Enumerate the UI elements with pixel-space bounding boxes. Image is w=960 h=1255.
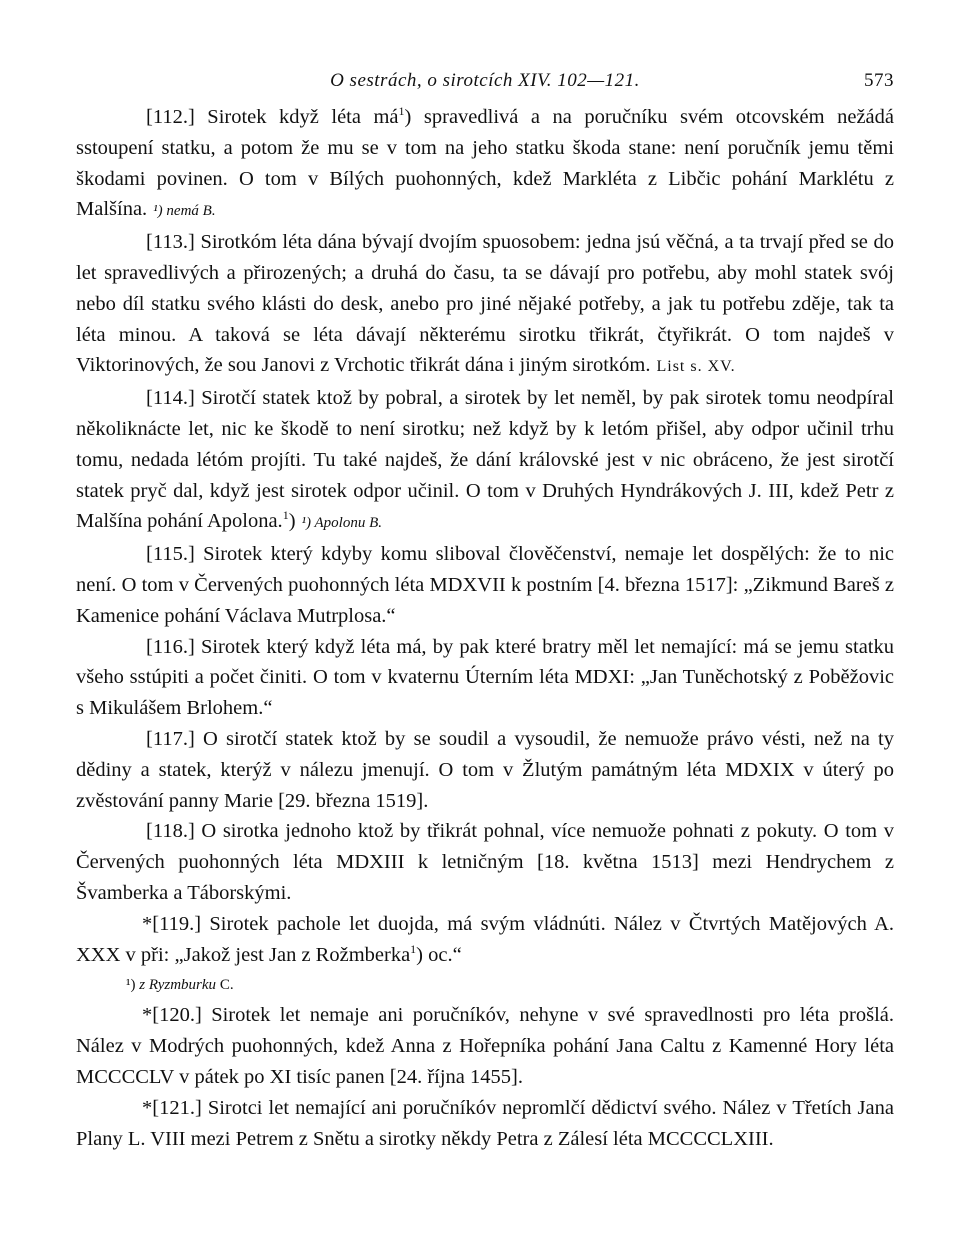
paragraph-number: [116.] xyxy=(146,635,195,658)
variant-note: ¹) Apolonu B. xyxy=(301,515,382,532)
paragraph-text: ) xyxy=(288,510,296,533)
paragraph-120 xyxy=(76,1000,894,1092)
paragraph-text: Sirotek který kdyby komu sliboval člověčenství, nemaje let dospělých: že to nic není. O tom v Červených puohonných léta MDXVII k postním [4. března 1517]: „Zikmund Bareš z Kamenice pohání Václava Mutrplosa.“ xyxy=(76,543,894,627)
paragraph-text: Sirotek let nemaje ani poručníkóv, nehyne v své spravedlnosti pro léta prošlá. Nález v Modrých puohonných, kdež Anna z Hořepníka pohání Jana Caltu z Kamenné Hory léta MCCCCLV v pátek po XI tisíc panen [24. října 1455]. xyxy=(76,1004,894,1088)
page-header xyxy=(76,62,894,102)
paragraph-number: [118.] xyxy=(146,820,195,843)
paragraph-number: [112.] xyxy=(146,106,195,128)
body-text xyxy=(76,102,894,1154)
paragraph-number: *[119.] xyxy=(142,912,202,935)
paragraph-114 xyxy=(76,383,894,539)
running-head: O sestrách, o sirotcích XIV. 102—121. xyxy=(330,70,640,91)
paragraph-number: [115.] xyxy=(146,543,195,566)
footnote-ref: 1 xyxy=(282,508,289,523)
paragraph-117 xyxy=(76,724,894,816)
footnote-ref: 1 xyxy=(410,941,417,956)
paragraph-text: O sirotka jednoho ktož by třikrát pohnal, více nemuože pohnati z pokuty. O tom v Červených puohonných léta MDXIII k letničným [18. května 1513] mezi Hendrychem z Švamberka a Táborskými. xyxy=(76,820,894,904)
paragraph-115 xyxy=(76,539,894,631)
paragraph-text: Sirotek který když léta má, by pak které bratry měl let nemající: má se jemu statku všeho sstúpiti a počet činiti. O tom v kvaternu Úterním léta MDXI: „Jan Tuněchotský z Poběžovic s Mikulášem Brlohem.“ xyxy=(76,635,894,720)
variant-note: ¹) nemá B. xyxy=(153,203,216,220)
document-page xyxy=(76,62,894,1154)
footnote-ref: 1 xyxy=(398,104,405,119)
footnote-mark: ¹) xyxy=(126,977,136,994)
paragraph-number: *[120.] xyxy=(142,1004,202,1027)
paragraph-text: Sirotek když léta má xyxy=(194,106,399,128)
paragraph-text: Sirotkóm léta dána bývají dvojím spuosobem: jedna jsú věčná, a ta trvají před se do let spravedlivých a přirozených; a druhá do času, ta se dávají pro potřebu, aby mohl statek svój nebo díl statku svého klásti do desk, anebo pro jiné nějaké potřeby, a jak tu potřebu zděje, tak ta léta minou. A taková se léta dávají některému sirotku třikrát, čtyřikrát. O tom najdeš v Viktorinových, že sou Janovi z Vrchotic třikrát dána i jiným sirotkóm. xyxy=(76,231,894,377)
paragraph-113 xyxy=(76,227,894,383)
paragraph-number: *[121.] xyxy=(142,1096,202,1119)
paragraph-text: Sirotčí statek ktož by pobral, a sirotek by let neměl, by pak sirotek tomu neodpíral několiknácte let, nic ke škodě to není sirotku; než když by k letóm přišel, aby odpor učinil trhu tomu, nedada létóm projíti. Tu také najdeš, že dání královské jest v nic obráceno, že jest sirotčí statek pryč dal, když jest sirotek odpor učinil. O tom v Druhých Hyndrákových J. III, kdež Petr z Malšína pohání Apolona. xyxy=(76,387,894,533)
paragraph-text: O sirotčí statek ktož by se soudil a vysoudil, že nemuože právo vésti, než na ty dědiny a statek, kterýž v nálezu jmenují. O tom v Žlutým památným léta MDXIX v úterý po zvěstování panny Marie [29. března 1519]. xyxy=(76,727,894,812)
paragraph-text: Sirotek pachole let duojda, má svým vládnúti. Nález v Čtvrtých Matějových A. XXX v při: „Jakož jest Jan z Rožmberka xyxy=(76,912,894,966)
paragraph-121 xyxy=(76,1093,894,1155)
paragraph-number: [113.] xyxy=(146,231,195,254)
footnote-text: z Ryzmburku xyxy=(139,977,217,994)
footnote-source: C. xyxy=(219,977,234,994)
paragraph-number: [114.] xyxy=(146,387,195,410)
source-reference: List s. XV. xyxy=(656,358,736,376)
paragraph-text: ) spravedlivá a na poručníku svém otcovském nežádá sstoupení statku, a potom že mu se v tom na jeho statku škoda stane: není poručník jemu těmi škodami povinen. O tom v Bílých puohonných, kdež Markléta z Libčic pohání Marklétu z Malšína. xyxy=(76,106,895,221)
paragraph-text: Sirotci let nemající ani poručníkóv nepromlčí dědictví svého. Nález v Třetích Jana Plany L. VIII mezi Petrem z Snětu a sirotky někdy Petra z Zálesí léta MCCCCLXIII. xyxy=(76,1096,894,1150)
paragraph-text: ) oc.“ xyxy=(416,943,462,966)
paragraph-119 xyxy=(76,909,894,971)
page-number: 573 xyxy=(864,70,894,91)
paragraph-118 xyxy=(76,816,894,908)
paragraph-number: [117.] xyxy=(146,727,195,750)
footnote xyxy=(126,970,894,1000)
paragraph-116 xyxy=(76,632,894,724)
paragraph-112 xyxy=(76,102,894,227)
